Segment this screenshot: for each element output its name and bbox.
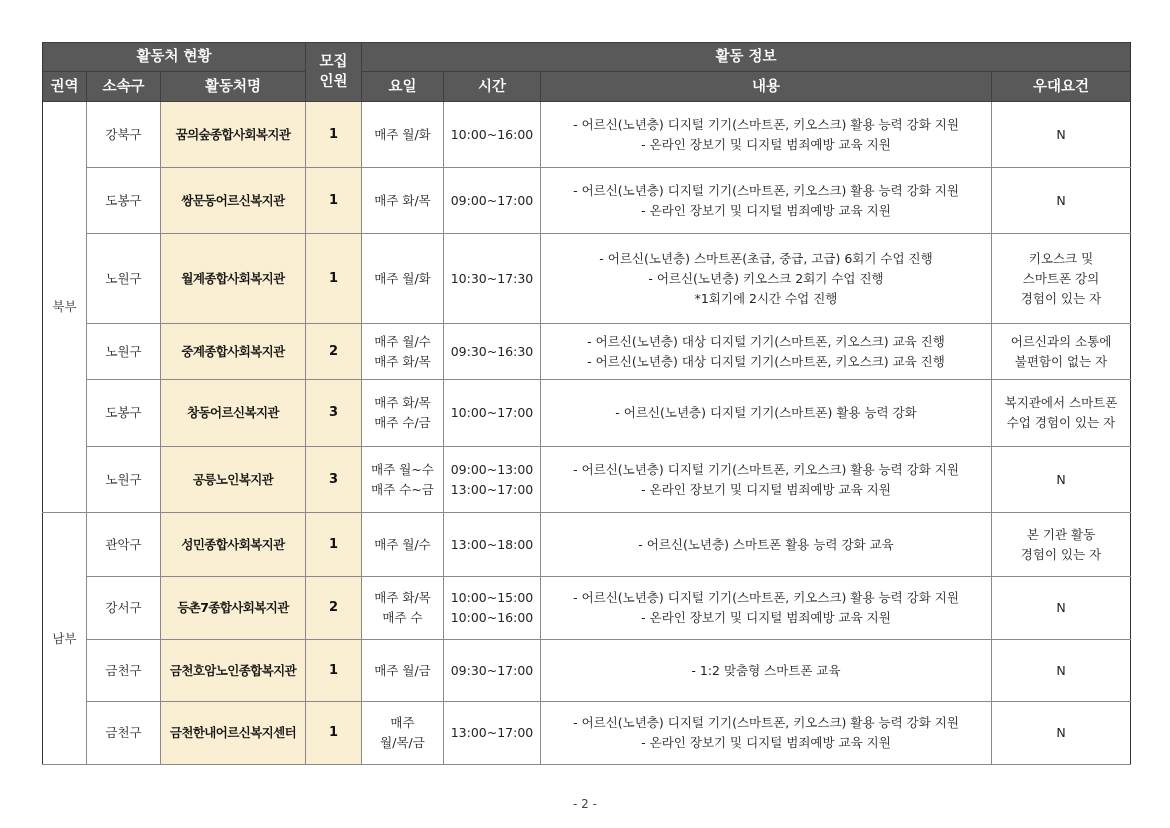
content-line: *1회기에 2시간 수업 진행: [694, 290, 838, 306]
time-line: 10:30~17:30: [450, 270, 534, 286]
preferred-cell: [992, 168, 1131, 234]
header-time: 시간: [444, 72, 541, 102]
time-line: 13:00~17:00: [450, 725, 534, 740]
site-name-cell: 쌍문동어르신복지관: [161, 168, 306, 234]
district-cell: 강북구: [87, 102, 161, 168]
preferred-line: 어르신과의 소통에: [1010, 333, 1112, 349]
day-line: 매주 월/금: [374, 662, 431, 678]
table-row: [43, 380, 1131, 447]
recruit-count-cell: 2: [306, 324, 362, 380]
table-row: [43, 234, 1131, 324]
preferred-line: 스마트폰 강의: [1022, 270, 1100, 286]
recruit-count-cell: 1: [306, 234, 362, 324]
time-cell: [444, 102, 541, 168]
preferred-line: 불편함이 없는 자: [1014, 353, 1108, 369]
table-row: [43, 513, 1131, 577]
recruit-count-cell: 1: [306, 102, 362, 168]
content-cell: [541, 447, 992, 513]
content-cell: [541, 702, 992, 765]
content-line: - 어르신(노년층) 디지털 기기(스마트폰, 키오스크) 활용 능력 강화 지원: [573, 715, 959, 730]
day-line: 매주 화/목: [374, 590, 431, 605]
day-line: 매주 월/수: [374, 536, 431, 552]
recruit-count-cell: 1: [306, 640, 362, 702]
site-name-cell: 중계종합사회복지관: [161, 324, 306, 380]
preferred-cell: [992, 513, 1131, 577]
preferred-line: 수업 경험이 있는 자: [1006, 415, 1116, 430]
header-preferred: 우대요건: [992, 72, 1131, 102]
preferred-line: N: [1056, 471, 1066, 487]
preferred-line: N: [1056, 600, 1066, 615]
recruit-count-cell: 3: [306, 447, 362, 513]
content-cell: [541, 324, 992, 380]
district-cell: 금천구: [87, 702, 161, 765]
district-cell: 노원구: [87, 447, 161, 513]
header-recruit-line2: 인원: [319, 74, 348, 90]
day-cell: [362, 168, 444, 234]
day-cell: [362, 513, 444, 577]
preferred-cell: [992, 447, 1131, 513]
recruit-count-cell: 1: [306, 168, 362, 234]
time-line: 09:00~17:00: [450, 192, 534, 208]
header-day: 요일: [362, 72, 444, 102]
day-line: 매주 화/목: [374, 395, 431, 410]
activity-schedule-table: [42, 42, 1131, 765]
content-cell: [541, 513, 992, 577]
header-recruit-line1: 모집: [319, 54, 348, 70]
site-name-cell: 등촌7종합사회복지관: [161, 577, 306, 640]
day-line: 월/목/금: [380, 735, 425, 750]
recruit-count-cell: 3: [306, 380, 362, 447]
day-line: 매주 수/금: [374, 415, 431, 430]
day-cell: [362, 102, 444, 168]
time-line: 10:00~16:00: [450, 610, 534, 625]
content-line: - 온라인 장보기 및 디지털 범죄예방 교육 지원: [641, 735, 891, 750]
time-cell: [444, 168, 541, 234]
content-line: - 어르신(노년층) 디지털 기기(스마트폰, 키오스크) 활용 능력 강화 지원: [573, 182, 959, 198]
day-cell: [362, 380, 444, 447]
preferred-line: N: [1056, 725, 1066, 740]
preferred-cell: [992, 702, 1131, 765]
table-row: [43, 168, 1131, 234]
district-cell: 노원구: [87, 324, 161, 380]
recruit-count-cell: 1: [306, 513, 362, 577]
preferred-line: N: [1056, 126, 1066, 142]
preferred-line: 경험이 있는 자: [1020, 546, 1102, 562]
recruit-count-cell: 2: [306, 577, 362, 640]
day-cell: [362, 447, 444, 513]
content-line: - 어르신(노년층) 키오스크 2회기 수업 진행: [648, 270, 884, 286]
preferred-cell: [992, 380, 1131, 447]
time-cell: [444, 234, 541, 324]
content-line: - 어르신(노년층) 스마트폰 활용 능력 강화 교육: [638, 536, 894, 552]
preferred-cell: [992, 234, 1131, 324]
site-name-cell: 성민종합사회복지관: [161, 513, 306, 577]
site-name-cell: 공릉노인복지관: [161, 447, 306, 513]
header-site-name: 활동처명: [161, 72, 306, 102]
content-line: - 온라인 장보기 및 디지털 범죄예방 교육 지원: [641, 202, 891, 218]
day-line: 매주 월/화: [374, 270, 431, 286]
day-cell: [362, 234, 444, 324]
content-line: - 1:2 맞춤형 스마트폰 교육: [691, 662, 841, 678]
table-header: [43, 43, 1131, 102]
preferred-line: N: [1056, 662, 1066, 678]
table-row: [43, 577, 1131, 640]
site-name-cell: 창동어르신복지관: [161, 380, 306, 447]
site-name-cell: 금천호암노인종합복지관: [161, 640, 306, 702]
region-cell: 북부: [43, 102, 87, 513]
preferred-line: 본 기관 활동: [1026, 526, 1096, 542]
district-cell: 도봉구: [87, 168, 161, 234]
site-name-cell: 금천한내어르신복지센터: [161, 702, 306, 765]
content-cell: [541, 234, 992, 324]
day-cell: [362, 640, 444, 702]
content-line: - 어르신(노년층) 스마트폰(초급, 중급, 고급) 6회기 수업 진행: [599, 250, 933, 266]
time-cell: [444, 640, 541, 702]
time-cell: [444, 513, 541, 577]
table-row: [43, 702, 1131, 765]
content-line: - 어르신(노년층) 디지털 기기(스마트폰, 키오스크) 활용 능력 강화 지원: [573, 116, 959, 132]
day-line: 매주 화/목: [374, 353, 431, 369]
day-cell: [362, 577, 444, 640]
day-line: 매주 수: [382, 610, 423, 625]
day-line: 매주: [390, 715, 415, 730]
header-recruit-count: [306, 43, 362, 102]
content-cell: [541, 380, 992, 447]
page-number: - 2 -: [573, 797, 597, 811]
time-line: 10:00~15:00: [450, 590, 534, 605]
content-line: - 온라인 장보기 및 디지털 범죄예방 교육 지원: [641, 481, 891, 497]
header-region: 권역: [43, 72, 87, 102]
table-body: [43, 102, 1131, 765]
content-cell: [541, 577, 992, 640]
table-row: [43, 102, 1131, 168]
district-cell: 관악구: [87, 513, 161, 577]
time-cell: [444, 380, 541, 447]
table-row: [43, 324, 1131, 380]
time-cell: [444, 324, 541, 380]
content-line: - 어르신(노년층) 대상 디지털 기기(스마트폰, 키오스크) 교육 진행: [587, 353, 945, 369]
district-cell: 도봉구: [87, 380, 161, 447]
preferred-cell: [992, 640, 1131, 702]
site-name-cell: 월계종합사회복지관: [161, 234, 306, 324]
day-line: 매주 수~금: [371, 481, 434, 497]
header-content: 내용: [541, 72, 992, 102]
content-cell: [541, 640, 992, 702]
content-line: - 온라인 장보기 및 디지털 범죄예방 교육 지원: [641, 610, 891, 625]
site-name-cell: 꿈의숲종합사회복지관: [161, 102, 306, 168]
header-district: 소속구: [87, 72, 161, 102]
time-cell: [444, 702, 541, 765]
time-cell: [444, 447, 541, 513]
content-cell: [541, 168, 992, 234]
preferred-cell: [992, 102, 1131, 168]
header-activity-site: 활동처 현황: [43, 43, 306, 72]
district-cell: 금천구: [87, 640, 161, 702]
recruit-count-cell: 1: [306, 702, 362, 765]
time-line: 09:30~17:00: [450, 662, 534, 678]
district-cell: 노원구: [87, 234, 161, 324]
time-line: 10:00~17:00: [450, 405, 534, 420]
content-line: - 어르신(노년층) 대상 디지털 기기(스마트폰, 키오스크) 교육 진행: [587, 333, 945, 349]
day-line: 매주 월/수: [374, 333, 431, 349]
district-cell: 강서구: [87, 577, 161, 640]
table-row: [43, 640, 1131, 702]
content-line: - 어르신(노년층) 디지털 기기(스마트폰) 활용 능력 강화: [615, 405, 917, 420]
table-row: [43, 447, 1131, 513]
content-line: - 어르신(노년층) 디지털 기기(스마트폰, 키오스크) 활용 능력 강화 지원: [573, 461, 959, 477]
content-cell: [541, 102, 992, 168]
content-line: - 어르신(노년층) 디지털 기기(스마트폰, 키오스크) 활용 능력 강화 지원: [573, 590, 959, 605]
day-cell: [362, 702, 444, 765]
time-line: 09:00~13:00: [450, 461, 534, 477]
content-line: - 온라인 장보기 및 디지털 범죄예방 교육 지원: [641, 136, 891, 152]
header-activity-info: 활동 정보: [362, 43, 1131, 72]
time-line: 13:00~18:00: [450, 536, 534, 552]
day-cell: [362, 324, 444, 380]
preferred-line: 경험이 있는 자: [1020, 290, 1102, 306]
time-cell: [444, 577, 541, 640]
day-line: 매주 화/목: [374, 192, 431, 208]
time-line: 10:00~16:00: [450, 126, 534, 142]
day-line: 매주 월/화: [374, 126, 431, 142]
day-line: 매주 월~수: [371, 461, 434, 477]
preferred-cell: [992, 577, 1131, 640]
preferred-line: 복지관에서 스마트폰: [1004, 395, 1118, 410]
time-line: 13:00~17:00: [450, 481, 534, 497]
preferred-line: N: [1056, 192, 1066, 208]
preferred-line: 키오스크 및: [1028, 250, 1094, 266]
region-cell: 남부: [43, 513, 87, 765]
time-line: 09:30~16:30: [450, 343, 534, 359]
preferred-cell: [992, 324, 1131, 380]
